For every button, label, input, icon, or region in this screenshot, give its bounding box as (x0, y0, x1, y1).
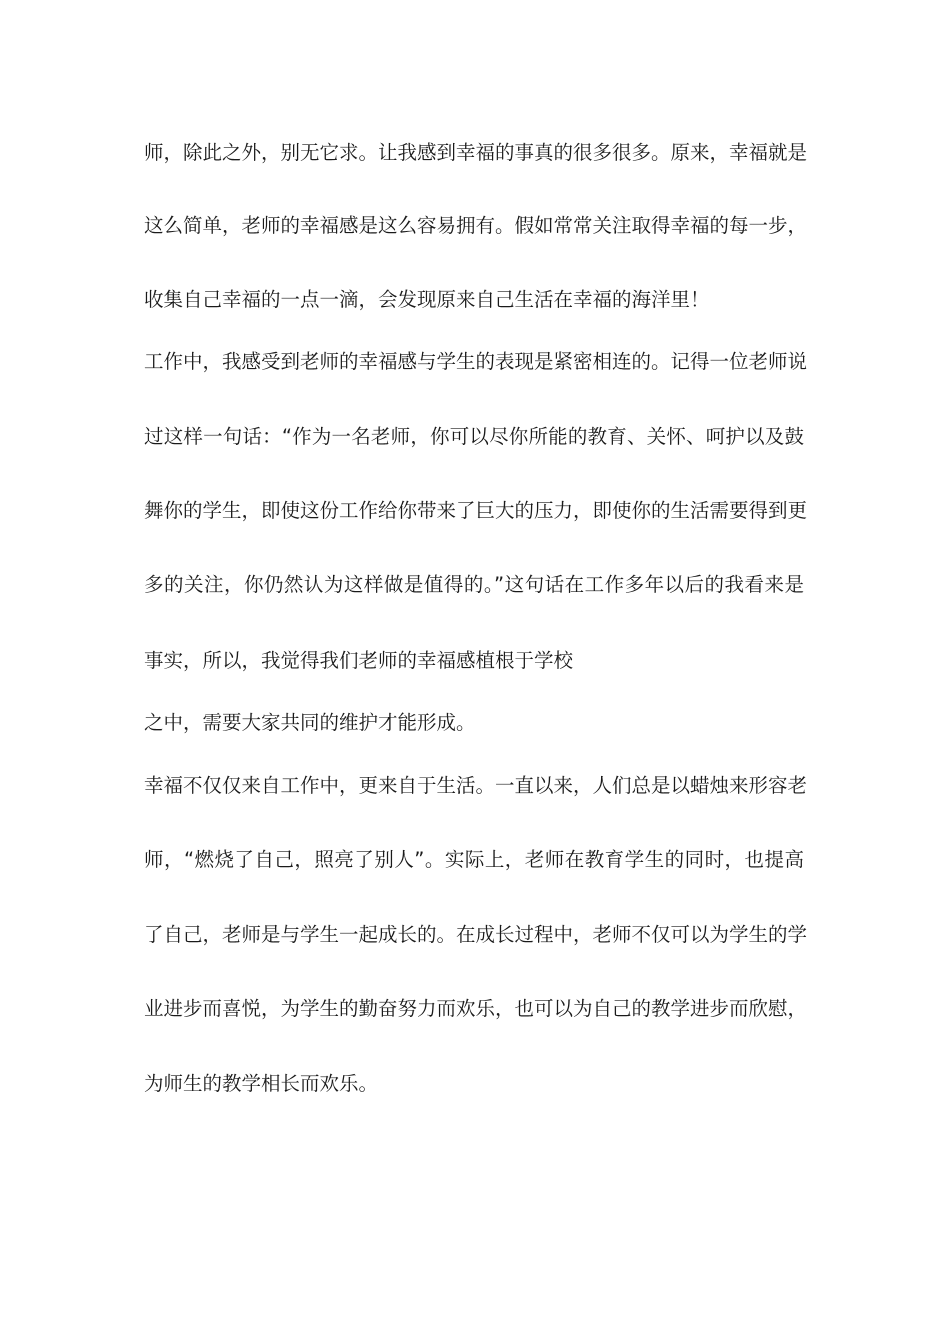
text-line: 过这样一句话：“作为一名老师，你可以尽你所能的教育、关怀、呵护以及鼓 (144, 425, 804, 448)
text-line: 多的关注，你仍然认为这样做是值得的。”这句话在工作多年以后的我看来是 (144, 573, 804, 596)
text-line: 收集自己幸福的一点一滴，会发现原来自己生活在幸福的海洋里！ (144, 288, 710, 311)
text-line: 这么简单，老师的幸福感是这么容易拥有。假如常常关注取得幸福的每一步， (144, 214, 808, 237)
text-line: 师，除此之外，别无它求。让我感到幸福的事真的很多很多。原来，幸福就是 (144, 141, 808, 164)
text-line: 舞你的学生，即使这份工作给你带来了巨大的压力，即使你的生活需要得到更 (144, 499, 808, 522)
text-line: 了自己，老师是与学生一起成长的。在成长过程中，老师不仅可以为学生的学 (144, 923, 808, 946)
text-line: 之中，需要大家共同的维护才能形成。 (144, 711, 476, 734)
text-line: 为师生的教学相长而欢乐。 (144, 1072, 379, 1095)
text-line: 工作中，我感受到老师的幸福感与学生的表现是紧密相连的。记得一位老师说 (144, 350, 808, 373)
text-line: 幸福不仅仅来自工作中，更来自于生活。一直以来，人们总是以蜡烛来形容老 (144, 774, 808, 797)
text-line: 业进步而喜悦，为学生的勤奋努力而欢乐，也可以为自己的教学进步而欣慰， (144, 997, 808, 1020)
text-line: 事实，所以，我觉得我们老师的幸福感植根于学校 (144, 649, 574, 672)
text-line: 师，“燃烧了自己，照亮了别人”。实际上，老师在教育学生的同时，也提高 (144, 848, 804, 871)
